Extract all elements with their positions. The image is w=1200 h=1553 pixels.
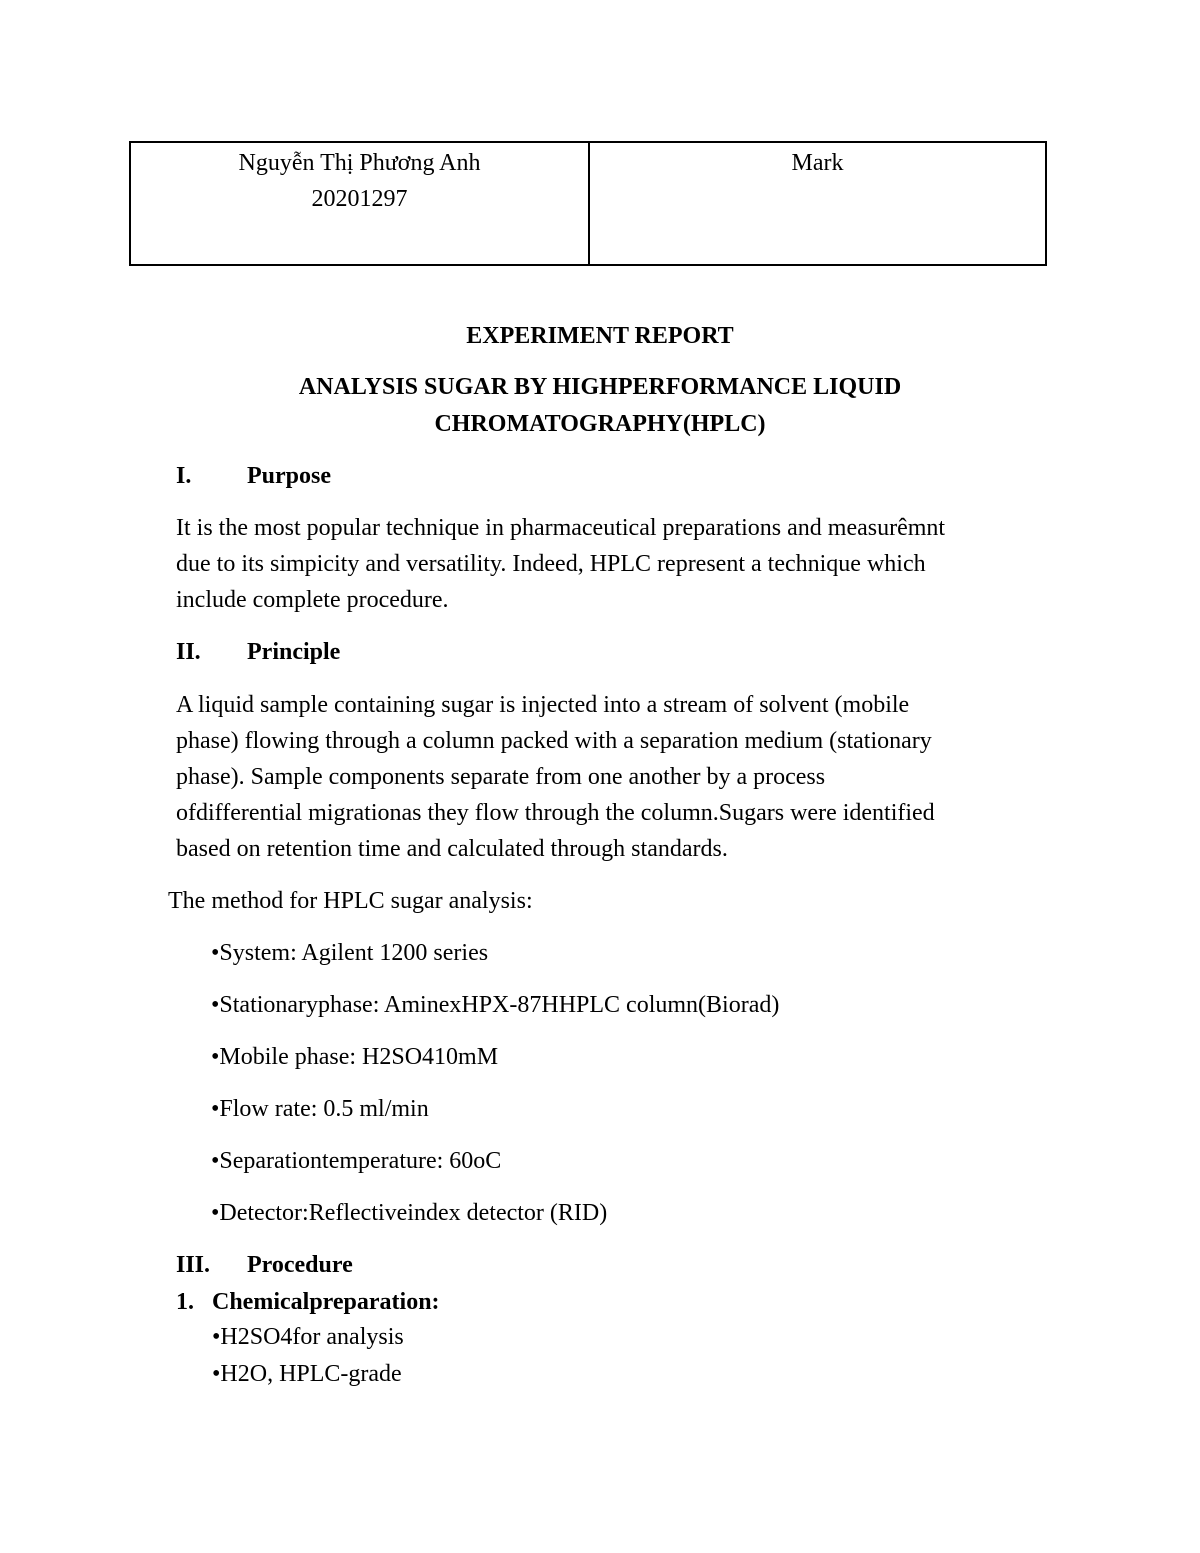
paragraph-line: based on retention time and calculated through standards. (176, 836, 728, 862)
subsection-title: Chemicalpreparation: (212, 1289, 440, 1315)
paragraph-line: A liquid sample containing sugar is injected into a stream of solvent (mobile (176, 692, 910, 718)
mark-label: Mark (791, 150, 844, 176)
paragraph-line: phase) flowing through a column packed with a separation medium (stationary (176, 728, 932, 754)
section-number: II. (176, 639, 201, 665)
student-id: 20201297 (311, 186, 408, 212)
section-number: I. (176, 463, 192, 489)
mark-cell (590, 143, 1045, 264)
paragraph-line: include complete procedure. (176, 587, 449, 613)
method-intro: The method for HPLC sugar analysis: (168, 888, 533, 914)
purpose-paragraph (176, 510, 1076, 618)
report-subtitle-line2: CHROMATOGRAPHY(HPLC) (434, 411, 766, 437)
report-subtitle-line1: ANALYSIS SUGAR BY HIGHPERFORMANCE LIQUID (298, 374, 902, 400)
principle-paragraph (176, 687, 1076, 867)
paragraph-line: due to its simpicity and versatility. Indeed, HPLC represent a technique which (176, 551, 926, 577)
header-table (129, 141, 1047, 266)
section-title: Purpose (247, 463, 331, 489)
paragraph-line: phase). Sample components separate from one another by a process (176, 764, 826, 790)
subsection-number: 1. (176, 1289, 194, 1315)
paragraph-line: It is the most popular technique in pharmaceutical preparations and measurêmnt (176, 515, 946, 541)
section-heading-procedure (176, 1247, 353, 1283)
method-item: •Detector:Reflectiveindex detector (RID) (211, 1200, 608, 1226)
method-item: •Stationaryphase: AminexHPX-87HHPLC column(Biorad) (211, 992, 780, 1018)
report-title: EXPERIMENT REPORT (466, 323, 734, 349)
method-item: •Flow rate: 0.5 ml/min (211, 1096, 429, 1122)
section-heading-principle (176, 634, 340, 670)
paragraph-line: ofdifferential migrationas they flow through the column.Sugars were identified (176, 800, 935, 826)
procedure-item: •H2O, HPLC-grade (212, 1361, 402, 1387)
method-item: •Mobile phase: H2SO410mM (211, 1044, 499, 1070)
procedure-item: •H2SO4for analysis (212, 1324, 404, 1350)
subsection-heading-chemical-preparation (176, 1284, 440, 1320)
method-item: •System: Agilent 1200 series (211, 940, 489, 966)
section-heading-purpose (176, 458, 331, 494)
student-name: Nguyễn Thị Phương Anh (238, 150, 481, 176)
section-title: Procedure (247, 1252, 353, 1278)
section-number: III. (176, 1252, 211, 1278)
student-info-cell (131, 143, 590, 264)
section-title: Principle (247, 639, 341, 665)
method-item: •Separationtemperature: 60oC (211, 1148, 502, 1174)
